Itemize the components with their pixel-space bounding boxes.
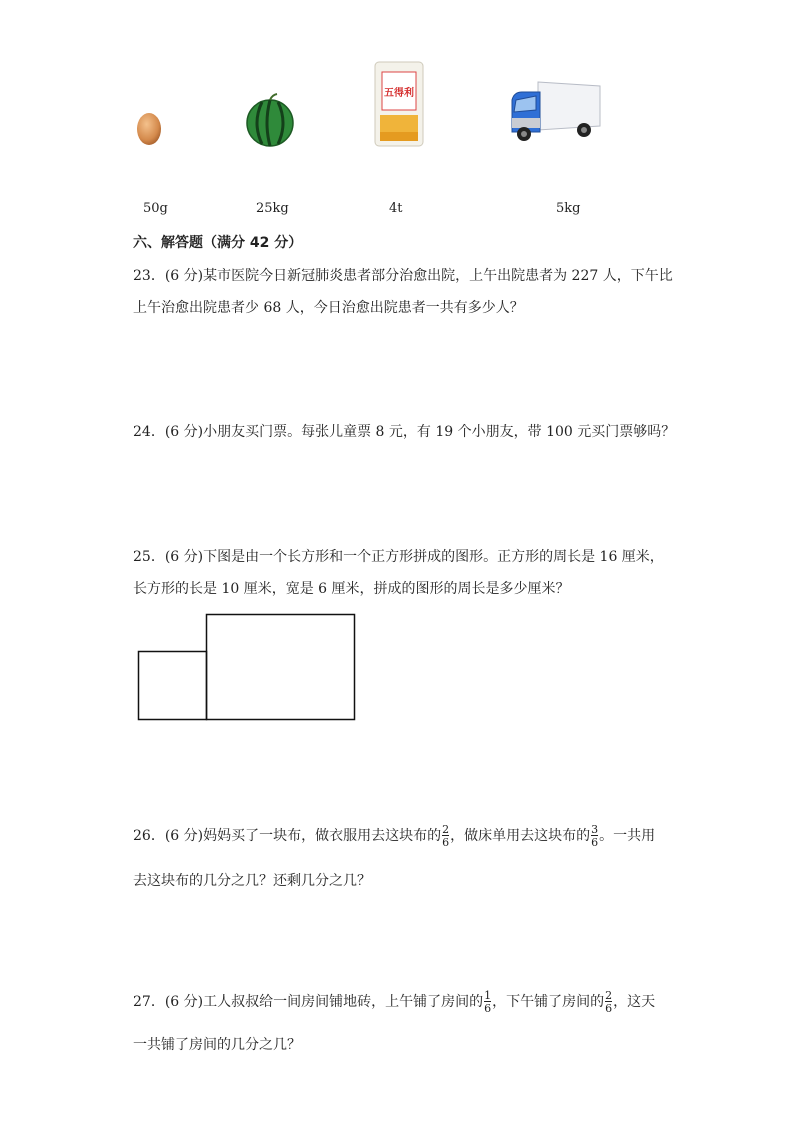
q27-line2: 一共铺了房间的几分之几？ — [133, 1037, 301, 1053]
q27-frac1-numerator: 1 — [484, 989, 492, 1002]
q27-frac2-numerator: 2 — [605, 989, 613, 1002]
rice-weight-label: 4t — [389, 201, 403, 216]
q27-text-c: ，这天 — [613, 994, 656, 1010]
q26-fraction-2 — [591, 824, 598, 848]
q26-frac2-denominator: 6 — [591, 836, 599, 849]
q26-line1 — [133, 824, 655, 848]
q25-line1: 25．(6 分)下图是由一个长方形和一个正方形拼成的图形。正方形的周长是 16 厘米， — [133, 549, 664, 565]
q26-fraction-1 — [442, 824, 449, 848]
q26-text-a: 26．(6 分)妈妈买了一块布，做衣服用去这块布的 — [133, 828, 442, 844]
watermelon-weight-label: 25kg — [256, 201, 289, 216]
q26-text-c: 。一共用 — [599, 828, 656, 844]
truck-weight-label: 5kg — [556, 201, 581, 216]
q27-frac2-denominator: 6 — [605, 1002, 613, 1015]
watermelon-image — [244, 92, 296, 148]
rectangle-shape — [207, 615, 355, 720]
q25-line2: 长方形的长是 10 厘米，宽是 6 厘米，拼成的图形的周长是多少厘米？ — [133, 581, 570, 597]
q27-frac1-denominator: 6 — [484, 1002, 492, 1015]
q27-line1 — [133, 990, 655, 1014]
q26-text-b: ，做床单用去这块布的 — [450, 828, 591, 844]
rectangle-square-figure — [137, 613, 359, 723]
rice-bag-brand: 五得利 — [384, 88, 414, 99]
egg-image — [134, 108, 164, 148]
q24-line1: 24．(6 分)小朋友买门票。每张儿童票 8 元，有 19 个小朋友，带 100 元买门票够吗？ — [133, 424, 676, 440]
egg-weight-label: 50g — [143, 201, 168, 216]
q26-frac1-denominator: 6 — [442, 836, 450, 849]
q27-fraction-2 — [605, 990, 612, 1014]
q26-line2: 去这块布的几分之几？还剩几分之几？ — [133, 873, 371, 889]
q27-fraction-1 — [484, 990, 491, 1014]
q27-text-a: 27．(6 分)工人叔叔给一间房间铺地砖，上午铺了房间的 — [133, 994, 484, 1010]
q26-frac1-numerator: 2 — [442, 823, 450, 836]
square-shape — [139, 652, 207, 720]
q23-line2: 上午治愈出院患者少 68 人，今日治愈出院患者一共有多少人？ — [133, 300, 524, 316]
q26-frac2-numerator: 3 — [591, 823, 599, 836]
q27-text-b: ，下午铺了房间的 — [492, 994, 605, 1010]
truck-image — [508, 78, 604, 146]
rice-bag-image — [372, 60, 426, 148]
section-heading: 六、解答题（满分 42 分） — [133, 235, 303, 251]
q23-line1: 23．(6 分)某市医院今日新冠肺炎患者部分治愈出院，上午出院患者为 227 人，下午比 — [133, 268, 673, 284]
